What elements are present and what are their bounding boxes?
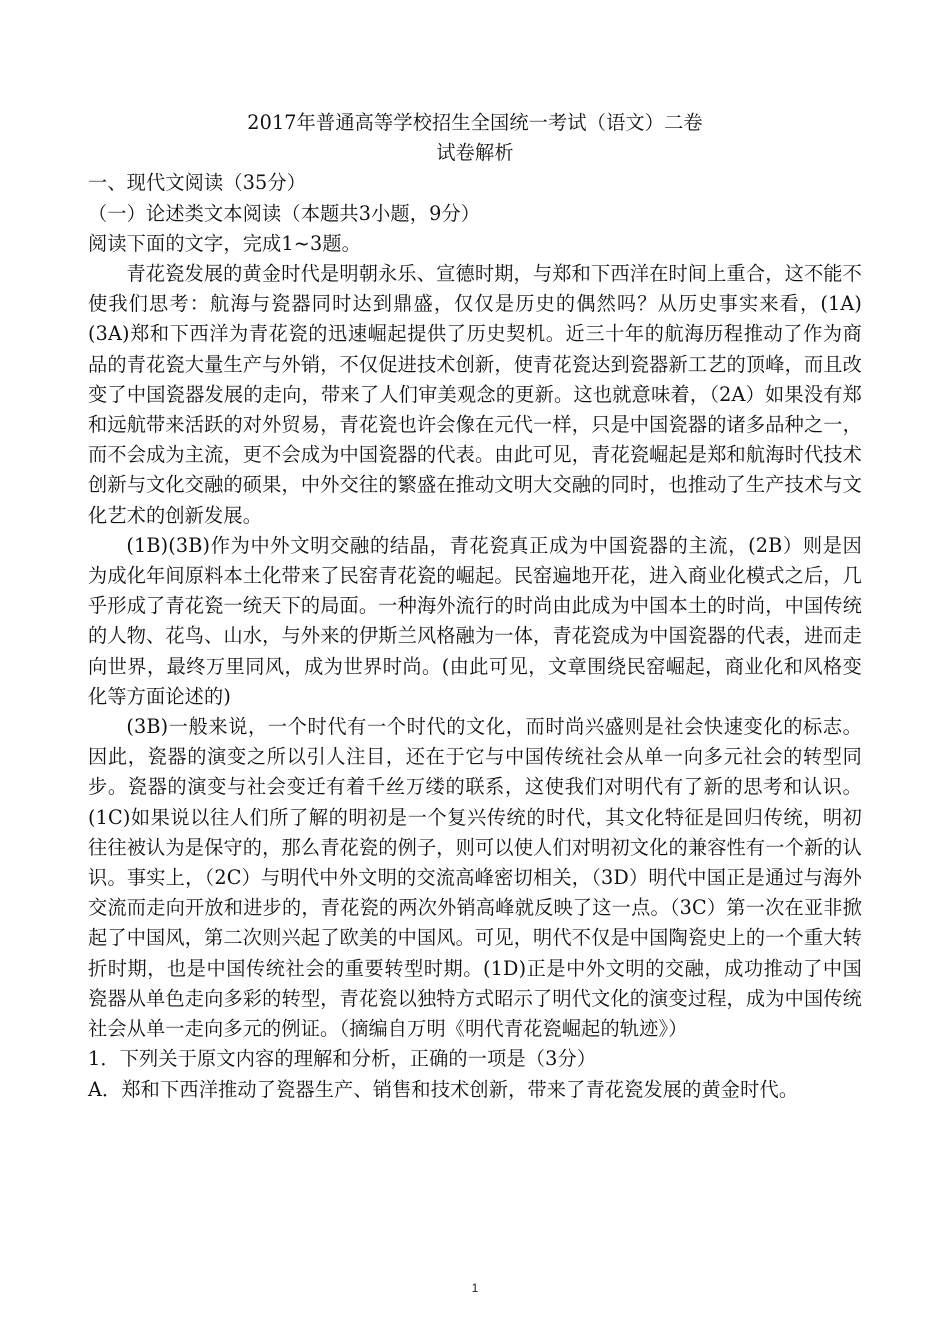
subsection-heading: （一）论述类文本阅读（本题共3小题，9分） <box>88 201 481 225</box>
document-content <box>88 108 862 1105</box>
passage-paragraph-1: 青花瓷发展的黄金时代是明朝永乐、宣德时期，与郑和下西洋在时间上重合，这不能不使我们思考：航海与瓷器同时达到鼎盛，仅仅是历史的偶然吗？从历史事实来看，(1A)(3A)郑和下西洋为青花瓷的迅速崛起提供了历史契机。近三十年的航海历程推动了作为商品的青花瓷大量生产与外销，不仅促进技术创新，使青花瓷达到瓷器新工艺的顶峰，而且改变了中国瓷器发展的走向，带来了人们审美观念的更新。这也就意味着，（2A）如果没有郑和远航带来活跃的对外贸易，青花瓷也许会像在元代一样，只是中国瓷器的诸多品种之一，而不会成为主流，更不会成为中国瓷器的代表。由此可见，青花瓷崛起是郑和航海时代技术创新与文化交融的硕果，中外交往的繁盛在推动文明大交融的同时，也推动了生产技术与文化艺术的创新发展。 <box>88 262 862 527</box>
question-1-option-a: A．郑和下西洋推动了瓷器生产、销售和技术创新，带来了青花瓷发展的黄金时代。 <box>88 1077 799 1101</box>
document-subtitle: 试卷解析 <box>436 141 514 165</box>
passage-paragraph-2: (1B)(3B)作为中外文明交融的结晶，青花瓷真正成为中国瓷器的主流，(2B）则是因为成化年间原料本土化带来了民窑青花瓷的崛起。民窑遍地开花，进入商业化模式之后，几乎形成了青花瓷一统天下的局面。一种海外流行的时尚由此成为中国本土的时尚，中国传统的人物、花鸟、山水，与外来的伊斯兰风格融为一体，青花瓷成为中国瓷器的代表，进而走向世界，最终万里同风，成为世界时尚。(由此可见，文章围绕民窑崛起，商业化和风格变化等方面论述的) <box>88 533 862 708</box>
document-title: 2017年普通高等学校招生全国统一考试（语文）二卷 <box>247 111 703 134</box>
question-1: 1．下列关于原文内容的理解和分析，正确的一项是（3分） <box>88 1047 597 1071</box>
reading-instruction: 阅读下面的文字，完成1~3题。 <box>88 231 361 255</box>
passage-paragraph-3: (3B)一般来说，一个时代有一个时代的文化，而时尚兴盛则是社会快速变化的标志。因此，瓷器的演变之所以引人注目，还在于它与中国传统社会从单一向多元社会的转型同步。瓷器的演变与社会变迁有着千丝万缕的联系，这使我们对明代有了新的思考和认识。(1C)如果说以往人们所了解的明初是一个复兴传统的时代，其文化特征是回归传统，明初往往被认为是保守的，那么青花瓷的例子，则可以使人们对明初文化的兼容性有一个新的认识。事实上，（2C）与明代中外文明的交流高峰密切相关，（3D）明代中国正是通过与海外交流而走向开放和进步的，青花瓷的两次外销高峰就反映了这一点。（3C）第一次在亚非掀起了中国风，第二次则兴起了欧美的中国风。可见，明代不仅是中国陶瓷史上的一个重大转折时期，也是中国传统社会的重要转型时期。(1D)正是中外文明的交融，成功推动了中国瓷器从单色走向多彩的转型，青花瓷以独特方式昭示了明代文化的演变过程，成为中国传统社会从单一走向多元的例证。（摘编自万明《明代青花瓷崛起的轨迹》） <box>88 715 862 1041</box>
section-heading: 一、现代文阅读（35分） <box>88 171 307 195</box>
page-number: 1 <box>471 1281 479 1295</box>
